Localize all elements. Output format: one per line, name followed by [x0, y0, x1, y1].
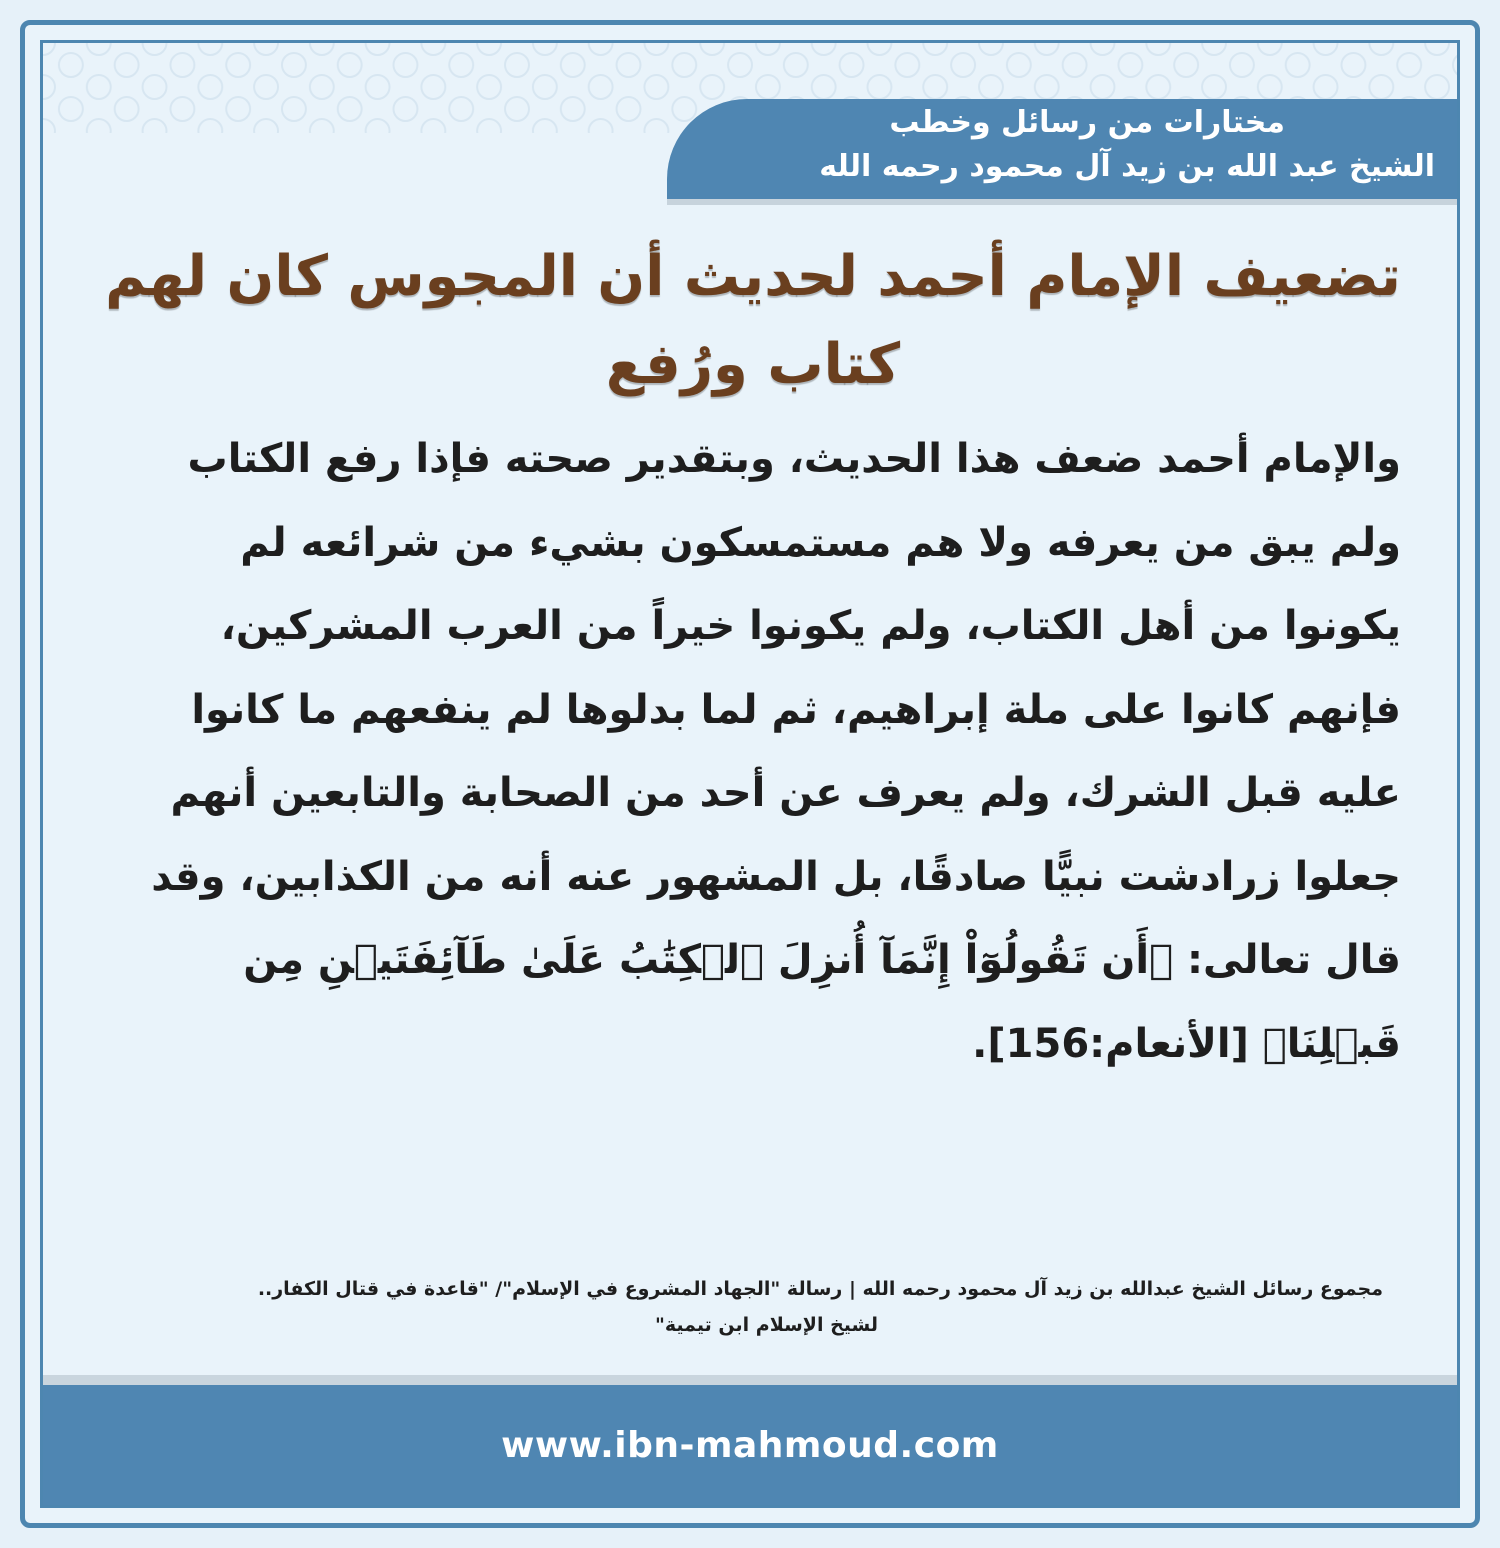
body-paragraph: والإمام أحمد ضعف هذا الحديث، وبتقدير صحته فإذا رفع الكتاب ولم يبق من يعرفه ولا هم مستمسكون بشيء من شرائعه لم يكونوا من أهل الكتاب، ولم يكونوا خيراً من العرب المشركين، فإنهم كانوا على ملة إبراهيم، ثم لما بدلوها لم ينفعهم ما كانوا عليه قبل الشرك، ولم يعرف عن أحد من الصحابة والتابعين أنهم جعلوا زرادشت نبيًّا صادقًا، بل المشهور عنه أنه من الكذابين، وقد قال تعالى: ﴿أَن تَقُولُوٓاْ إِنَّمَآ أُنزِلَ ٱلۡكِتَٰبُ عَلَىٰ طَآئِفَتَيۡنِ مِن قَبۡلِنَا﴾ [الأنعام:156].: [151, 436, 1401, 1067]
footer-bar: [43, 1385, 1457, 1505]
header-series-title: مختارات من رسائل وخطب: [889, 105, 1285, 140]
header-tab: [667, 99, 1457, 199]
header-author-name: الشيخ عبد الله بن زيد آل محمود رحمه الله: [819, 149, 1435, 184]
footnote-line-2: لشيخ الإسلام ابن تيمية": [654, 1314, 878, 1336]
content-card: [40, 40, 1460, 1508]
footer-divider: [43, 1375, 1457, 1385]
website-link[interactable]: www.ibn-mahmoud.com: [501, 1424, 999, 1466]
source-footnote: [113, 1271, 1383, 1343]
footnote-line-1: مجموع رسائل الشيخ عبدالله بن زيد آل محمود رحمه الله | رسالة "الجهاد المشروع في الإسلام"/ "قاعدة في قتال الكفار..: [257, 1278, 1383, 1300]
page-title: تضعيف الإمام أحمد لحديث أن المجوس كان لهم كتاب ورُفع: [105, 244, 1401, 397]
